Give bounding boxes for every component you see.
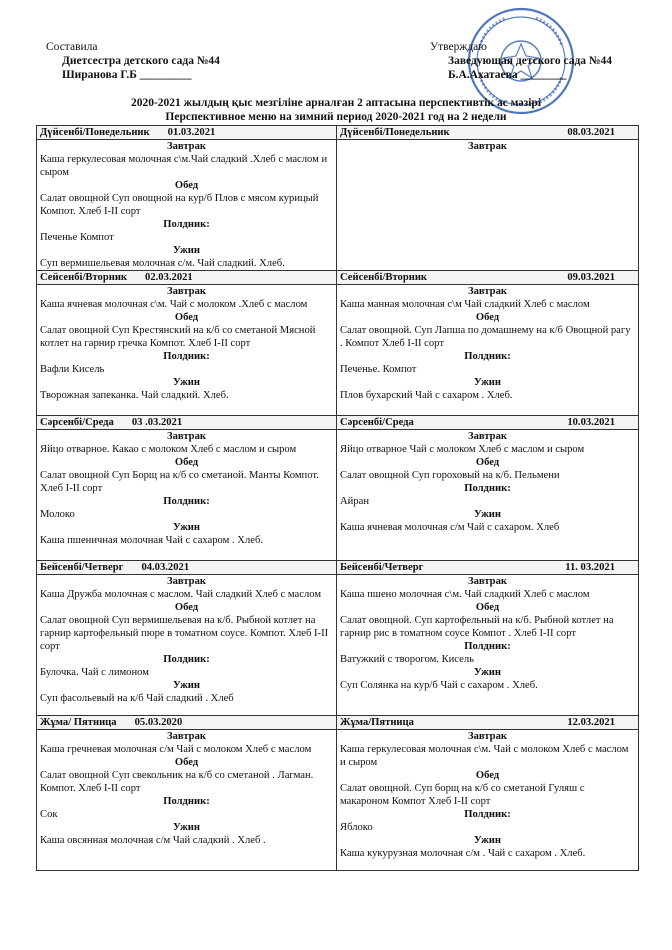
dinner-text: Каша ячневая молочная с/м Чай с сахаром. Хлеб [340,522,560,533]
day-menu-cell-right [337,285,639,416]
lunch-text: Салат овощной Суп Борщ на к/б со сметаной. Манты Компот. Хлеб I-II сорт [40,470,319,494]
snack-label: Полдник: [464,483,511,494]
approved-by-block [430,40,612,82]
snack-label: Полдник: [464,641,511,652]
day-date: 03 .03.2021 [131,417,183,428]
breakfast-label: Завтрак [468,431,507,442]
lunch-text: Салат овощной Суп Крестянский на к/б со сметаной Мясной котлет на гарнир гречка Компот. Хлеб I-II сорт [40,325,316,349]
day-header-right [337,716,639,730]
day-name: Жұма/ Пятница [40,717,117,728]
dinner-label: Ужин [474,835,501,846]
snack-text: Яблоко [340,822,373,833]
breakfast-label: Завтрак [468,141,507,152]
compiled-by-name: Ширанова Г.Б _________ [62,69,192,81]
breakfast-label: Завтрак [468,576,507,587]
day-menu-cell-right [337,575,639,716]
lunch-text: Салат овощной Суп свекольник на к/б со сметаной . Лагман. Компот. Хлеб I-II сорт [40,770,314,794]
snack-text: Айран [340,496,369,507]
day-date: 11. 03.2021 [565,562,615,573]
dinner-label: Ужин [474,377,501,388]
breakfast-label: Завтрак [468,286,507,297]
day-header-left [37,561,337,575]
day-date: 01.03.2021 [167,127,216,138]
lunch-text: Салат овощной Суп гороховый на к/б. Пельмени [340,470,560,481]
day-name: Сәрсенбі/Среда [340,417,414,428]
day-menu-cell-right [337,430,639,561]
snack-label: Полдник: [163,796,210,807]
lunch-label: Обед [174,602,199,613]
breakfast-label: Завтрак [167,286,206,297]
breakfast-text: Каша пшено молочная с\м. Чай сладкий Хлеб с маслом [340,589,590,600]
snack-text: Печенье. Компот [340,364,417,375]
day-menu-row [37,430,639,561]
dinner-text: Суп фасольевый на к/б Чай сладкий . Хлеб [40,693,234,704]
lunch-label: Обед [174,757,199,768]
snack-label: Полдник: [163,654,210,665]
day-menu-cell-right [337,730,639,871]
snack-text: Булочка. Чай с лимоном [40,667,149,678]
compiled-by-label: Составила [46,41,98,53]
day-menu-cell-left [37,575,337,716]
title-russian: Перспективное меню на зимний период 2020-2021 год на 2 недели [165,111,507,123]
day-header-right [337,271,639,285]
dinner-text: Плов бухарский Чай с сахаром . Хлеб. [340,390,513,401]
dinner-text: Каша овсянная молочная с/м Чай сладкий . Хлеб . [40,835,266,846]
lunch-text: Салат овощной Суп вермишельевая на к/б. Рыбной котлет на гарнир картофельный пюре в томатном соусе. Компот. Хлеб I-II сорт [40,615,329,652]
day-name: Бейсенбі/Четверг [40,562,124,573]
day-name: Бейсенбі/Четверг [340,562,424,573]
breakfast-text: Яйцо отварное Чай с молоком Хлеб с маслом и сыром [340,444,585,455]
day-date: 10.03.2021 [567,417,615,428]
day-header-right [337,561,639,575]
day-date: 09.03.2021 [567,272,615,283]
day-name: Дүйсенбі/Понедельник [340,127,450,138]
lunch-text: Салат овощной. Суп картофельный на к/б. Рыбной котлет на гарнир рис в томатном соусе Компот . Хлеб I-II сорт [340,615,614,639]
day-menu-cell-right [337,140,639,271]
dinner-text: Каша кукурузная молочная с/м . Чай с сахаром . Хлеб. [340,848,586,859]
dinner-label: Ужин [173,680,200,691]
day-menu-row [37,285,639,416]
day-menu-cell-left [37,430,337,561]
lunch-label: Обед [174,312,199,323]
day-name: Жұма/Пятница [340,717,414,728]
day-date: 08.03.2021 [567,127,615,138]
dinner-text: Суп вермишельевая молочная с/м. Чай сладкий. Хлеб. [40,258,285,269]
menu-table [36,125,639,871]
breakfast-label: Завтрак [167,731,206,742]
day-header-right [337,126,639,140]
breakfast-text: Яйцо отварное. Какао с молоком Хлеб с маслом и сыром [40,444,297,455]
day-header-left [37,271,337,285]
lunch-text: Салат овощной. Суп Лапша по домашнему на к/б Овощной рагу . Компот Хлеб I-II сорт [340,325,631,349]
day-menu-row [37,140,639,271]
snack-label: Полдник: [163,351,210,362]
breakfast-text: Каша ячневая молочная с\м. Чай с молоком .Хлеб с маслом [40,299,308,310]
approved-by-position: Заведующая детского сада №44 [448,55,612,67]
snack-label: Полдник: [464,351,511,362]
day-header-row [37,271,639,285]
day-name: Сейсенбі/Вторник [40,272,128,283]
dinner-text: Каша пшеничная молочная Чай с сахаром . Хлеб. [40,535,263,546]
lunch-label: Обед [475,312,500,323]
day-date: 05.03.2020 [134,717,183,728]
dinner-label: Ужин [173,522,200,533]
breakfast-text: Каша геркулесовая молочная с\м. Чай с молоком Хлеб с маслом и сыром [340,744,629,768]
day-date: 02.03.2021 [145,272,193,283]
day-header-left [37,416,337,430]
dinner-label: Ужин [173,377,200,388]
day-menu-cell-left [37,730,337,871]
lunch-text: Салат овощной. Суп борщ на к/б со сметаной Гуляш с макароном Компот Хлеб I-II сорт [340,783,585,807]
day-menu-row [37,575,639,716]
snack-text: Сок [40,809,58,820]
dinner-label: Ужин [474,509,501,520]
snack-label: Полдник: [163,219,210,230]
lunch-label: Обед [475,770,500,781]
snack-text: Ватужкий с творогом. Кисель [340,654,474,665]
compiled-by-block [46,40,220,82]
title-kazakh: 2020-2021 жылдың қыс мезгіліне арналған 2 аптасына перспективтік ас мәзірі [130,97,542,109]
day-name: Дүйсенбі/Понедельник [40,127,150,138]
breakfast-text: Каша гречневая молочная с/м Чай с молоком Хлеб с маслом [40,744,312,755]
day-header-row [37,561,639,575]
day-menu-row [37,730,639,871]
day-date: 12.03.2021 [567,717,615,728]
day-header-left [37,716,337,730]
breakfast-text: Каша манная молочная с\м Чай сладкий Хлеб с маслом [340,299,590,310]
dinner-label: Ужин [474,667,501,678]
day-header-left [37,126,337,140]
breakfast-label: Завтрак [167,576,206,587]
dinner-text: Суп Солянка на кур/б Чай с сахаром . Хлеб. [340,680,538,691]
day-date: 04.03.2021 [141,562,190,573]
approved-by-label: Утверждаю [430,41,487,53]
breakfast-label: Завтрак [167,431,206,442]
snack-text: Печенье Компот [40,232,114,243]
day-menu-cell-left [37,285,337,416]
lunch-label: Обед [174,457,199,468]
breakfast-text: Каша геркулесовая молочная с\м.Чай сладкий .Хлеб с маслом и сыром [40,154,328,178]
breakfast-label: Завтрак [468,731,507,742]
breakfast-label: Завтрак [167,141,206,152]
breakfast-text: Каша Дружба молочная с маслом. Чай сладкий Хлеб с маслом [40,589,322,600]
dinner-label: Ужин [173,245,200,256]
snack-label: Полдник: [464,809,511,820]
day-header-row [37,716,639,730]
day-header-row [37,416,639,430]
compiled-by-position: Диетсестра детского сада №44 [62,55,220,67]
snack-label: Полдник: [163,496,210,507]
lunch-label: Обед [475,602,500,613]
lunch-label: Обед [475,457,500,468]
day-menu-cell-left [37,140,337,271]
day-name: Сейсенбі/Вторник [340,272,428,283]
snack-text: Молоко [40,509,75,520]
day-name: Сәрсенбі/Среда [40,417,114,428]
day-header-row [37,126,639,140]
lunch-text: Салат овощной Суп овощной на кур/б Плов с мясом курицый Компот. Хлеб I-II сорт [40,193,319,217]
day-header-right [337,416,639,430]
approved-by-name: Б.А.Ахатаева ________ [448,69,567,81]
dinner-label: Ужин [173,822,200,833]
snack-text: Вафли Кисель [40,364,105,375]
dinner-text: Творожная запеканка. Чай сладкий. Хлеб. [40,390,229,401]
lunch-label: Обед [174,180,199,191]
